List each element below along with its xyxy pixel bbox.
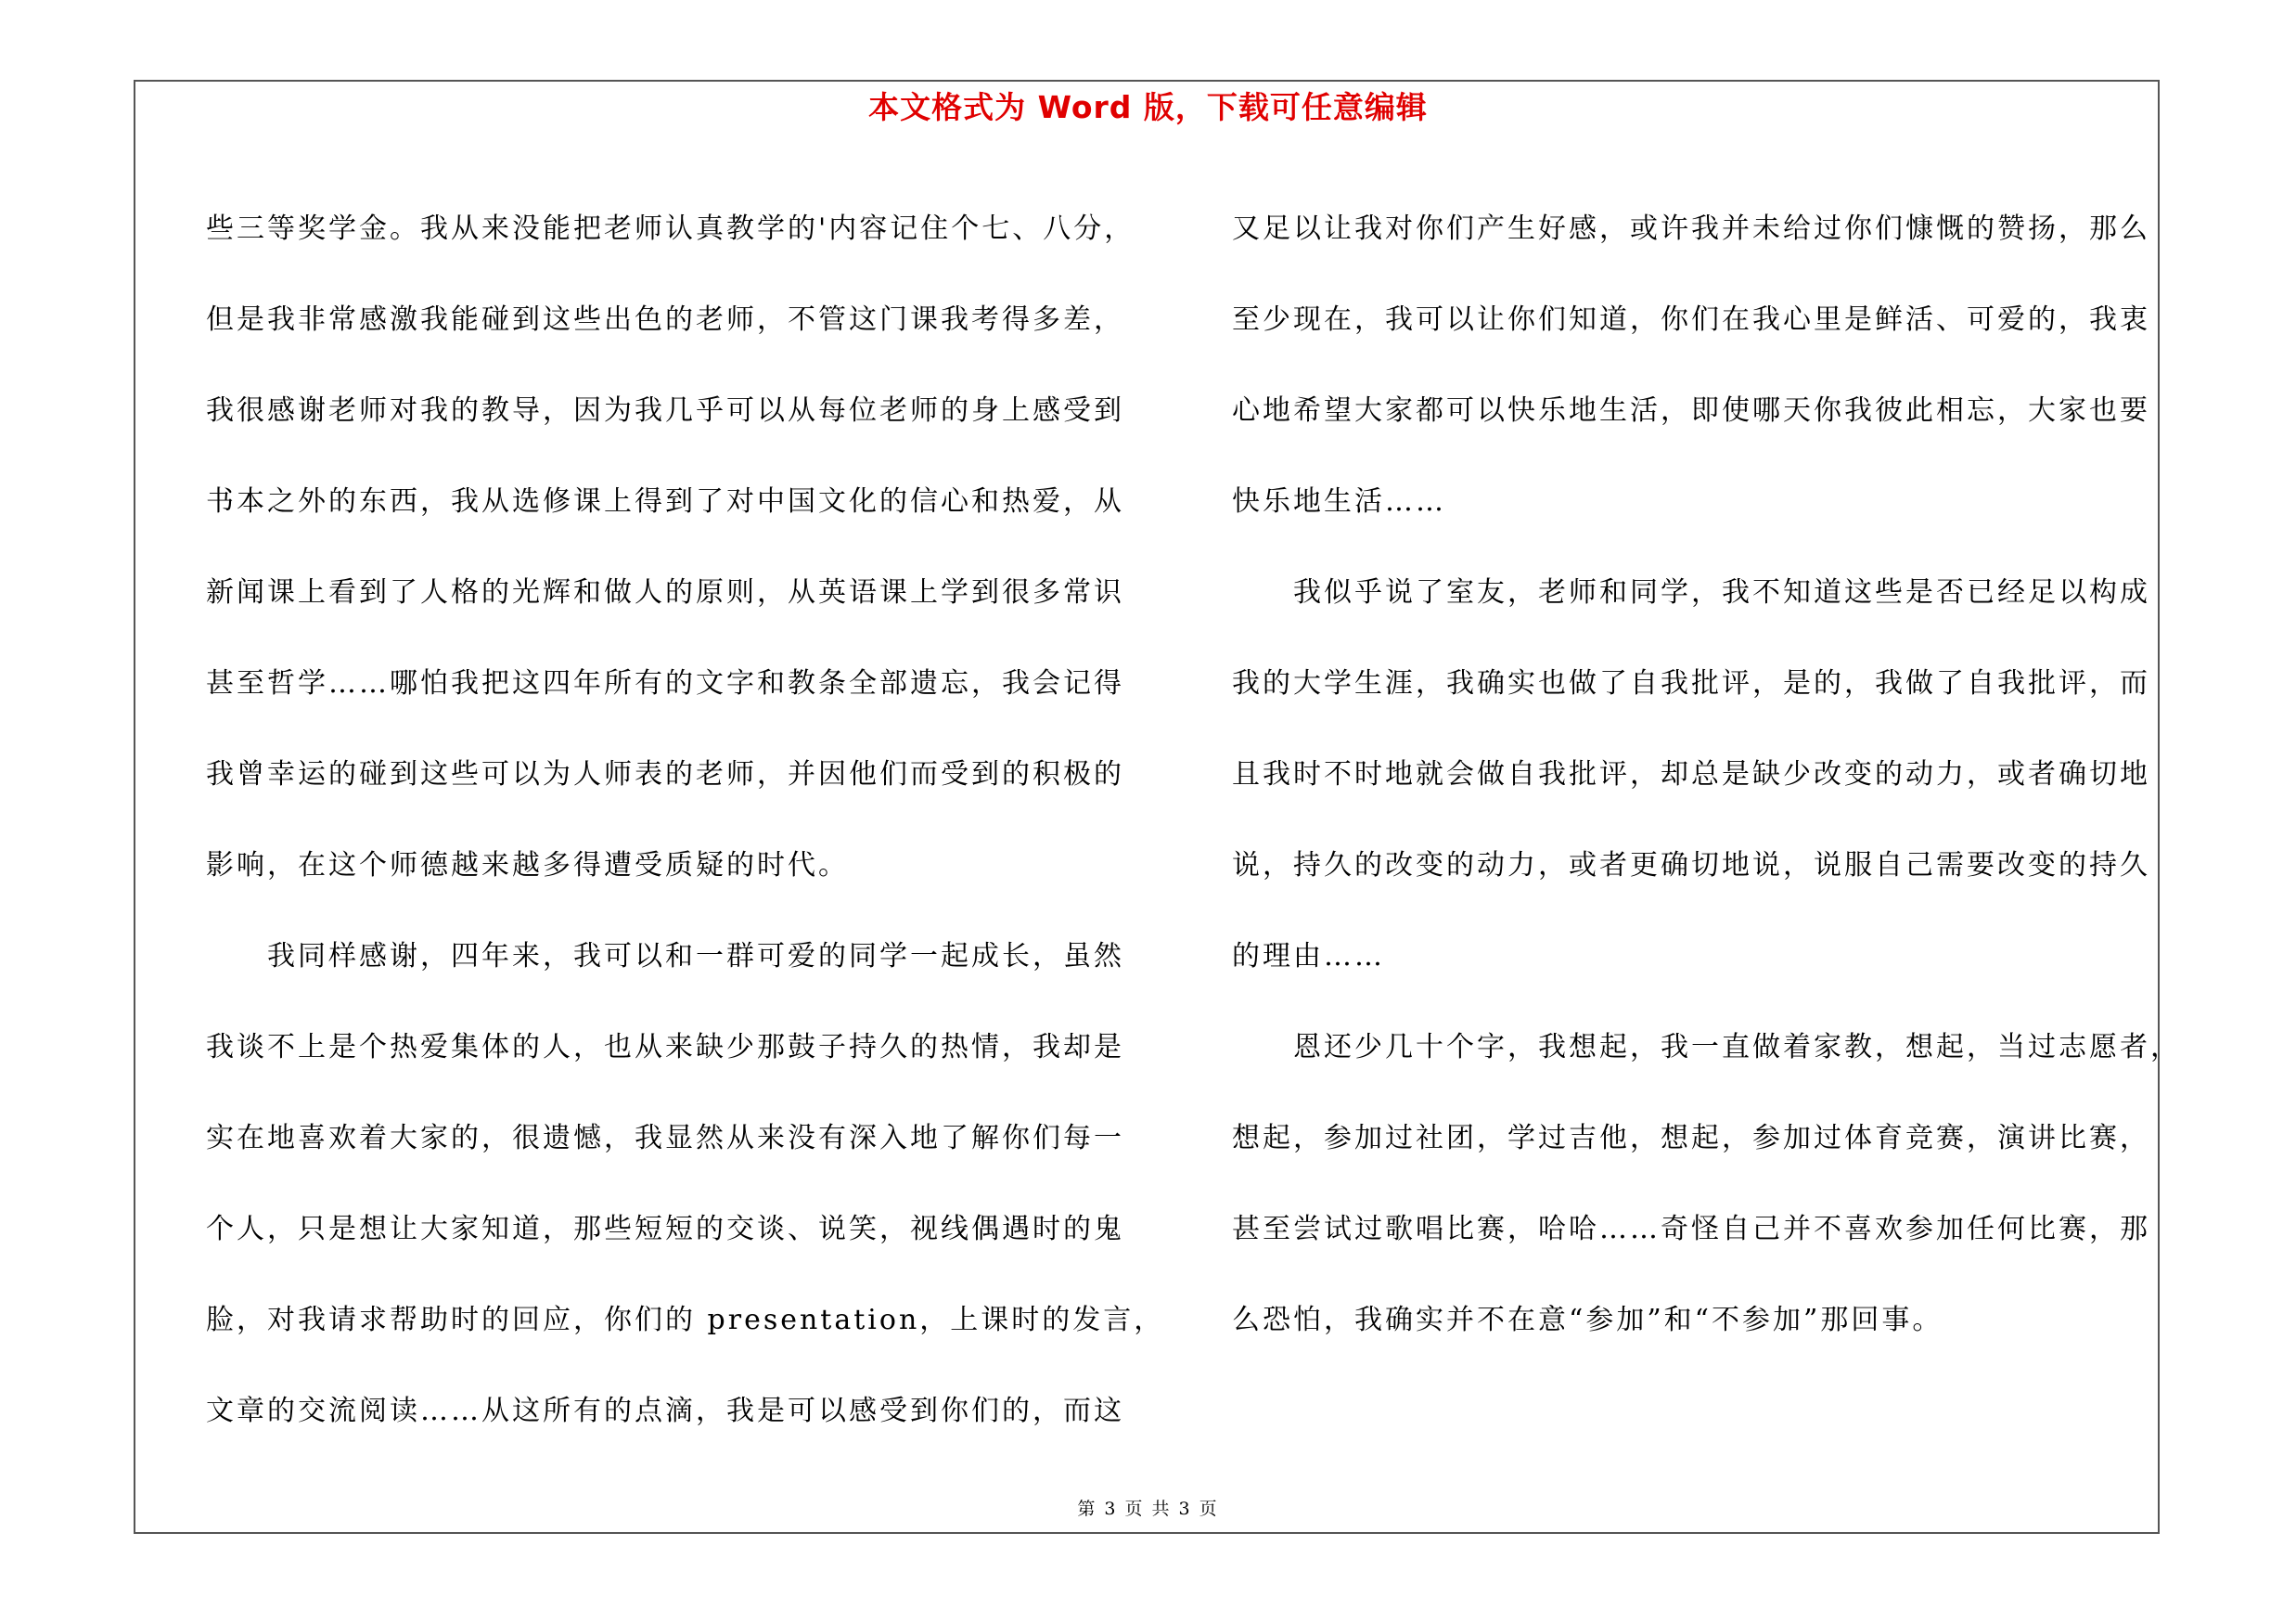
text-line: 但是我非常感激我能碰到这些出色的老师，不管这门课我考得多差， [206, 303, 1124, 336]
text-line: 甚至哲学……哪怕我把这四年所有的文字和教条全部遗忘，我会记得 [206, 667, 1124, 700]
text-line: 么恐怕，我确实并不在意“参加”和“不参加”那回事。 [1232, 1304, 1943, 1336]
text-line: 实在地喜欢着大家的，很遗憾，我显然从来没有深入地了解你们每一 [206, 1122, 1124, 1154]
paragraph-start-line: 我同样感谢，四年来，我可以和一群可爱的同学一起成长，虽然 [267, 940, 1124, 973]
text-line: 我谈不上是个热爱集体的人，也从来缺少那鼓子持久的热情，我却是 [206, 1031, 1124, 1063]
text-line: 影响，在这个师德越来越多得遭受质疑的时代。 [206, 849, 849, 882]
text-line: 快乐地生活…… [1232, 485, 1446, 518]
text-line: 些三等奖学金。我从来没能把老师认真教学的'内容记住个七、八分， [206, 213, 1135, 245]
text-line: 想起，参加过社团，学过吉他，想起，参加过体育竞赛，演讲比赛， [1232, 1122, 2150, 1154]
text-line: 且我时不时地就会做自我批评，却总是缺少改变的动力，或者确切地 [1232, 758, 2150, 791]
text-line: 脸，对我请求帮助时的回应，你们的 presentation，上课时的发言， [206, 1304, 1165, 1336]
text-line: 书本之外的东西，我从选修课上得到了对中国文化的信心和热爱，从 [206, 485, 1124, 518]
text-line: 文章的交流阅读……从这所有的点滴，我是可以感受到你们的，而这 [206, 1395, 1124, 1427]
text-line: 心地希望大家都可以快乐地生活，即使哪天你我彼此相忘，大家也要 [1232, 394, 2150, 427]
format-banner: 本文格式为 Word 版，下载可任意编辑 [868, 89, 1428, 125]
text-line: 我曾幸运的碰到这些可以为人师表的老师，并因他们而受到的积极的 [206, 758, 1124, 791]
right-column [1232, 184, 2181, 1366]
text-line: 至少现在，我可以让你们知道，你们在我心里是鲜活、可爱的，我衷 [1232, 303, 2150, 336]
page-number-footer: 第 3 页 共 3 页 [1077, 1499, 1219, 1519]
text-line: 说，持久的改变的动力，或者更确切地说，说服自己需要改变的持久 [1232, 849, 2150, 882]
text-line: 个人，只是想让大家知道，那些短短的交谈、说笑，视线偶遇时的鬼 [206, 1213, 1124, 1245]
text-line: 我很感谢老师对我的教导，因为我几乎可以从每位老师的身上感受到 [206, 394, 1124, 427]
left-column [206, 184, 1165, 1457]
text-line: 又足以让我对你们产生好感，或许我并未给过你们慷慨的赞扬，那么 [1232, 213, 2150, 245]
text-line: 新闻课上看到了人格的光辉和做人的原则，从英语课上学到很多常识 [206, 576, 1124, 609]
text-line: 的理由…… [1232, 940, 1385, 973]
text-line: 甚至尝试过歌唱比赛，哈哈……奇怪自己并不喜欢参加任何比赛，那 [1232, 1213, 2150, 1245]
paragraph-start-line: 我似乎说了室友，老师和同学，我不知道这些是否已经足以构成 [1293, 576, 2150, 609]
paragraph-start-line: 恩还少几十个字，我想起，我一直做着家教，想起，当过志愿者， [1293, 1031, 2181, 1063]
text-line: 我的大学生涯，我确实也做了自我批评，是的，我做了自我批评，而 [1232, 667, 2150, 700]
